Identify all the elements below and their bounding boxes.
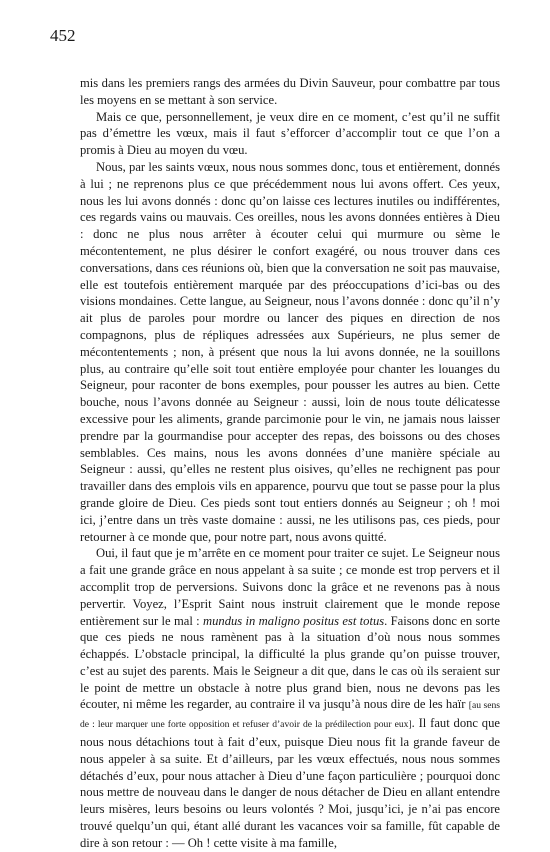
page-number: 452 bbox=[50, 26, 76, 45]
paragraph-4-text-a: Oui, il faut que je m’arrête en ce moment pour traiter ce sujet. Le Seigneur nous a fait une grande grâce en nous appelant à sa suite ; ce monde est trop pervers et il accomplit trop de perversions. Suivons donc la grâce et ne revenons pas à nous pervertir. Voyez, l’Esprit Saint nous instruit clairement que le monde repose entièrement sur le mal : bbox=[80, 546, 500, 628]
latin-quote: mundus in maligno positus est totus bbox=[203, 613, 385, 628]
paragraph-2: Mais ce que, personnellement, je veux dire en ce moment, c’est qu’il ne suffit pas d’émettre les vœux, mais il faut s’efforcer d’accomplir tout ce que l’on a promis à Dieu au moyen du vœu. bbox=[80, 109, 500, 158]
paragraph-4-text-c: . Il faut donc que nous nous détachions tout à fait d’eux, puisque Dieu nous fit la grande faveur de nous appeler à sa suite. Et d’ailleurs, par les vœux effectués, nous nous sommes détachés d’eux, pour nous attacher à Dieu d’une façon particulière ; pourquoi donc nous mettre de nouveau dans le danger de nous détacher de Dieu en allant entendre leurs misères, leurs besoins ou leurs volontés ? Moi, jusqu’ici, je n’ai pas encore trouvé quelqu’un qui, étant allé durant les vacances voir sa famille, fût capable de dire à son retour : — Oh ! cette visite à ma famille, bbox=[80, 716, 500, 850]
paragraph-3: Nous, par les saints vœux, nous nous sommes donc, tous et entièrement, donnés à lui ; ne reprenons plus ce que précédemment nous lui avons offert. Ces yeux, nous les lui avons donnés : donc qu’on laisse ces lectures inutiles ou indifférentes, ces regards vains ou mauvais. Ces oreilles, nous les avons données entières à Dieu : donc ne plus nous arrêter à écouter celui qui murmure ou sème le mécontentement, ne plus désirer le confort exagéré, ou nous trouver dans ces conversations, dans ces réunions où, bien que la conversation ne soit pas mauvaise, elle est toutefois entièrement marquée par des préoccupations d’ici-bas ou des visions mondaines. Cette langue, au Seigneur, nous l’avons donnée : donc qu’il n’y ait plus de paroles pour mordre ou lancer des piques en direction de nos compagnons, plus de répliques adressées aux Supérieurs, ne plus semer de mécontentements ; non, à présent que nous la lui avons donnée, ne la souillons plus, au contraire qu’elle soit tout entière employée pour chanter les louanges du Seigneur, pour raconter de bons exemples, pour pousser les autres au bien. Cette bouche, nous l’avons donnée au Seigneur : aussi, loin de nous toute délicatesse excessive pour les aliments, grande parcimonie pour le vin, ne jamais nous laisser prendre par la gourmandise pour accepter des repas, des boissons ou des choses semblables. Ces mains, nous les avons données d’une manière spéciale au Seigneur : aussi, qu’elles ne restent plus oisives, qu’elles ne rechignent pas pour travailler dans des emplois vils en apparence, pourvu que tout se passe pour la plus grande gloire de Dieu. Ces pieds sont tout entiers donnés au Seigneur ; oh ! moi ici, j’entre dans un très vaste domaine : aussi, ne les utilisons pas, ces pieds, pour retourner à ce monde que, pour notre part, nous avons quitté. bbox=[80, 159, 500, 544]
paragraph-4 bbox=[80, 545, 500, 851]
body-text bbox=[80, 75, 500, 852]
paragraph-4-text-b: . Faisons donc en sorte que ces pieds ne nous ramènent pas à la situation d’où nous nous sommes échappés. L’obstacle principal, la difficulté la plus grande qu’on puisse trouver, c’est au sujet des parents. Mais le Seigneur a dit que, dans le cas où ils seraient sur le point de mettre un obstacle à notre plus grand bien, nous ne devons pas les écouter, ni même les regarder, au contraire il va jusqu’à nous dire de les haïr bbox=[80, 613, 501, 712]
paragraph-1: mis dans les premiers rangs des armées du Divin Sauveur, pour combattre par tous les moyens en se mettant à son service. bbox=[80, 76, 500, 107]
editor-note: [au sens de : leur marquer une forte opposition et refuser d’avoir de la prédilection pour eux] bbox=[80, 700, 501, 731]
